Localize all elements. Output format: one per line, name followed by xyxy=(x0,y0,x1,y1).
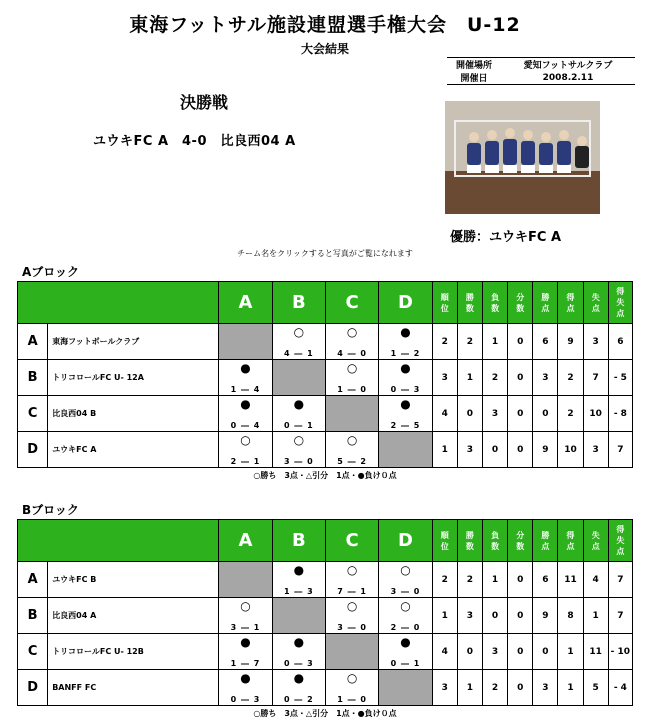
match-result-cell xyxy=(379,598,432,634)
stat-value: 2 xyxy=(457,324,482,360)
stat-value: 0 xyxy=(508,598,533,634)
stat-value: - 5 xyxy=(608,360,632,396)
stat-value: 0 xyxy=(457,396,482,432)
loss-mark-icon: ● xyxy=(400,325,411,339)
row-letter: A xyxy=(18,324,48,360)
stat-header-char: 順 xyxy=(440,530,449,540)
loss-mark-icon: ● xyxy=(400,397,411,411)
page-subtitle: 大会結果 xyxy=(300,42,349,56)
match-result-cell xyxy=(219,598,272,634)
column-header-d: D xyxy=(379,282,432,324)
block-a-title: Aブロック xyxy=(22,265,80,279)
stat-value: 5 xyxy=(583,670,608,706)
self-match-cell xyxy=(379,432,432,468)
stat-header-char: 得 xyxy=(616,287,625,296)
stat-header-0 xyxy=(432,520,457,562)
stat-header-char: 得 xyxy=(566,530,575,540)
match-score: 4 ― 0 xyxy=(337,349,367,358)
stat-value: 1 xyxy=(457,360,482,396)
match-result-cell xyxy=(379,634,432,670)
block-b-title: Bブロック xyxy=(22,503,79,517)
team-name-link[interactable]: ユウキFC B xyxy=(48,562,219,598)
row-letter: A xyxy=(18,562,48,598)
stat-value: 10 xyxy=(558,432,583,468)
stat-header-char: 数 xyxy=(516,303,525,313)
win-mark-icon: ○ xyxy=(346,361,358,375)
stat-header-char: 数 xyxy=(516,541,525,551)
stat-header-char: 勝 xyxy=(465,292,474,302)
match-score: 1 ― 0 xyxy=(337,695,367,704)
stat-header-char: 位 xyxy=(440,303,449,313)
stat-value: 7 xyxy=(608,598,632,634)
stat-header-4 xyxy=(533,282,558,324)
stat-value: 4 xyxy=(432,634,457,670)
match-score: 3 ― 0 xyxy=(337,623,367,632)
stat-header-char: 数 xyxy=(465,541,474,551)
column-header-d: D xyxy=(379,520,432,562)
loss-mark-icon: ● xyxy=(400,361,411,375)
match-score: 7 ― 1 xyxy=(337,587,367,596)
match-result-cell xyxy=(325,432,378,468)
loss-mark-icon: ● xyxy=(240,671,251,685)
stat-header-char: 点 xyxy=(616,309,625,318)
stat-header-2 xyxy=(482,520,507,562)
stat-header-char: 分 xyxy=(516,530,525,540)
column-header-a: A xyxy=(219,282,272,324)
stat-header-char: 勝 xyxy=(541,292,550,302)
stat-value: 0 xyxy=(508,634,533,670)
match-result-cell xyxy=(219,670,272,706)
stat-header-char: 順 xyxy=(440,292,449,302)
stat-value: 0 xyxy=(482,598,507,634)
stat-value: 3 xyxy=(533,360,558,396)
stat-value: 2 xyxy=(482,360,507,396)
column-header-c: C xyxy=(325,282,378,324)
stat-value: 2 xyxy=(432,562,457,598)
stat-header-5 xyxy=(558,282,583,324)
row-letter: C xyxy=(18,396,48,432)
match-result-cell xyxy=(219,360,272,396)
header-blank xyxy=(18,282,219,324)
match-score: 4 ― 1 xyxy=(283,349,314,358)
stat-value: 3 xyxy=(457,432,482,468)
row-letter: D xyxy=(18,670,48,706)
match-score: 3 ― 0 xyxy=(390,587,421,596)
match-result-cell xyxy=(379,360,432,396)
team-name-link[interactable]: 東海フットボールクラブ xyxy=(48,324,219,360)
match-result-cell xyxy=(272,634,325,670)
match-result-cell xyxy=(272,670,325,706)
win-mark-icon: ○ xyxy=(346,433,358,447)
match-result-cell xyxy=(325,598,378,634)
match-score: 0 ― 3 xyxy=(230,695,261,704)
loss-mark-icon: ● xyxy=(240,361,251,375)
stat-value: 11 xyxy=(558,562,583,598)
stat-header-char: 失 xyxy=(591,530,600,540)
self-match-cell xyxy=(325,396,378,432)
column-header-b: B xyxy=(272,520,325,562)
match-score: 0 ― 1 xyxy=(390,659,421,668)
team-name-link[interactable]: トリコロールFC U- 12B xyxy=(48,634,219,670)
stat-value: 0 xyxy=(508,360,533,396)
loss-mark-icon: ● xyxy=(400,635,411,649)
stat-header-char: 点 xyxy=(541,303,550,313)
stat-value: 3 xyxy=(583,432,608,468)
stat-header-char: 点 xyxy=(591,303,600,313)
win-mark-icon: ○ xyxy=(346,563,358,577)
team-name-link[interactable]: BANFF FC xyxy=(48,670,219,706)
venue-place-label: 開催場所 xyxy=(447,58,501,72)
stat-value: 2 xyxy=(482,670,507,706)
loss-mark-icon: ● xyxy=(293,563,305,577)
row-letter: D xyxy=(18,432,48,468)
table-row xyxy=(18,324,633,360)
win-mark-icon: ○ xyxy=(346,325,358,339)
self-match-cell xyxy=(379,670,432,706)
stat-header-char: 数 xyxy=(491,541,500,551)
loss-mark-icon: ● xyxy=(240,635,251,649)
stat-value: - 8 xyxy=(608,396,632,432)
table-row xyxy=(18,670,633,706)
stat-value: 1 xyxy=(432,598,457,634)
venue-info xyxy=(447,57,635,85)
stat-value: 3 xyxy=(432,670,457,706)
column-header-a: A xyxy=(219,520,272,562)
stat-header-4 xyxy=(533,520,558,562)
stat-header-1 xyxy=(457,520,482,562)
stat-header-char: 点 xyxy=(541,541,550,551)
win-mark-icon: ○ xyxy=(240,433,251,447)
stat-value: - 4 xyxy=(608,670,632,706)
stat-value: 7 xyxy=(583,360,608,396)
stat-header-char: 負 xyxy=(491,530,500,540)
match-result-cell xyxy=(379,396,432,432)
stat-value: 9 xyxy=(533,432,558,468)
stat-value: 1 xyxy=(482,324,507,360)
match-result-cell xyxy=(272,396,325,432)
stat-header-char: 点 xyxy=(566,541,575,551)
stat-value: 9 xyxy=(558,324,583,360)
stat-value: 11 xyxy=(583,634,608,670)
stat-header-5 xyxy=(558,520,583,562)
stat-value: 6 xyxy=(533,324,558,360)
table-row xyxy=(18,396,633,432)
stat-value: 2 xyxy=(457,562,482,598)
stat-header-char: 点 xyxy=(616,547,625,556)
stat-header-3 xyxy=(508,520,533,562)
stat-header-char: 点 xyxy=(566,303,575,313)
team-name-link[interactable]: 比良西04 B xyxy=(48,396,219,432)
stat-header-7 xyxy=(608,282,632,324)
match-score: 0 ― 3 xyxy=(390,385,421,394)
self-match-cell xyxy=(272,598,325,634)
win-mark-icon: ○ xyxy=(346,671,358,685)
click-note: チーム名をクリックすると写真がご覧になれます xyxy=(237,249,413,258)
win-mark-icon: ○ xyxy=(240,599,251,613)
match-result-cell xyxy=(325,670,378,706)
match-score: 1 ― 4 xyxy=(230,385,261,394)
team-photo-illustration xyxy=(445,101,600,214)
match-score: 0 ― 4 xyxy=(230,421,261,430)
match-score: 2 ― 1 xyxy=(230,457,261,466)
stat-value: 3 xyxy=(482,634,507,670)
stat-header-char: 数 xyxy=(491,303,500,313)
stat-header-char: 分 xyxy=(516,292,525,302)
match-result-cell xyxy=(219,432,272,468)
match-result-cell xyxy=(325,324,378,360)
stat-value: 2 xyxy=(432,324,457,360)
stat-value: 3 xyxy=(583,324,608,360)
stat-value: 7 xyxy=(608,562,632,598)
stat-value: 0 xyxy=(457,634,482,670)
match-result-cell xyxy=(219,634,272,670)
match-score: 2 ― 5 xyxy=(390,421,421,430)
stat-value: 8 xyxy=(558,598,583,634)
stat-header-6 xyxy=(583,282,608,324)
stat-value: 10 xyxy=(583,396,608,432)
stat-value: 0 xyxy=(533,634,558,670)
stat-value: 7 xyxy=(608,432,632,468)
match-score: 3 ― 1 xyxy=(230,623,261,632)
loss-mark-icon: ● xyxy=(240,397,251,411)
match-result-cell xyxy=(325,562,378,598)
stat-header-0 xyxy=(432,282,457,324)
match-result-cell xyxy=(272,324,325,360)
stat-header-char: 点 xyxy=(591,541,600,551)
stat-header-char: 数 xyxy=(465,303,474,313)
stat-value: 6 xyxy=(608,324,632,360)
row-letter: B xyxy=(18,360,48,396)
stat-header-char: 得 xyxy=(616,525,625,534)
block-a-table xyxy=(17,281,633,468)
self-match-cell xyxy=(219,562,272,598)
match-result-cell xyxy=(325,360,378,396)
final-result: ユウキFC A 4-0 比良西04 A xyxy=(93,134,296,149)
loss-mark-icon: ● xyxy=(293,671,305,685)
stat-header-3 xyxy=(508,282,533,324)
venue-place: 愛知フットサルクラブ xyxy=(501,58,635,72)
match-score: 5 ― 2 xyxy=(337,457,367,466)
stat-value: - 10 xyxy=(608,634,632,670)
match-score: 3 ― 0 xyxy=(283,457,314,466)
stat-header-6 xyxy=(583,520,608,562)
stat-value: 1 xyxy=(558,634,583,670)
table-row xyxy=(18,360,633,396)
match-score: 1 ― 7 xyxy=(230,659,261,668)
stat-header-char: 失 xyxy=(616,298,625,307)
block-a-legend: ○勝ち 3点・△引分 1点・●負け０点 xyxy=(253,471,397,480)
stat-value: 3 xyxy=(432,360,457,396)
stat-header-char: 勝 xyxy=(541,530,550,540)
match-score: 0 ― 3 xyxy=(283,659,314,668)
column-header-b: B xyxy=(272,282,325,324)
stat-value: 2 xyxy=(558,396,583,432)
stat-value: 0 xyxy=(508,396,533,432)
stat-value: 0 xyxy=(508,432,533,468)
stat-value: 2 xyxy=(558,360,583,396)
match-score: 0 ― 2 xyxy=(283,695,314,704)
stat-value: 1 xyxy=(432,432,457,468)
final-label: 決勝戦 xyxy=(180,93,229,112)
stat-value: 0 xyxy=(482,432,507,468)
stat-value: 1 xyxy=(583,598,608,634)
match-score: 1 ― 2 xyxy=(390,349,421,358)
match-result-cell xyxy=(379,324,432,360)
loss-mark-icon: ● xyxy=(293,635,305,649)
team-name-link[interactable]: 比良西04 A xyxy=(48,598,219,634)
table-row xyxy=(18,598,633,634)
stat-header-char: 失 xyxy=(591,292,600,302)
row-letter: C xyxy=(18,634,48,670)
stat-value: 1 xyxy=(558,670,583,706)
stat-header-7 xyxy=(608,520,632,562)
win-mark-icon: ○ xyxy=(400,563,411,577)
match-score: 0 ― 1 xyxy=(283,421,314,430)
self-match-cell xyxy=(272,360,325,396)
stat-value: 3 xyxy=(533,670,558,706)
stat-value: 0 xyxy=(533,396,558,432)
stat-header-char: 得 xyxy=(566,292,575,302)
stat-header-char: 失 xyxy=(616,536,625,545)
stat-value: 1 xyxy=(482,562,507,598)
header-blank xyxy=(18,520,219,562)
self-match-cell xyxy=(325,634,378,670)
win-mark-icon: ○ xyxy=(400,599,411,613)
stat-value: 0 xyxy=(508,670,533,706)
stat-value: 6 xyxy=(533,562,558,598)
stat-header-1 xyxy=(457,282,482,324)
self-match-cell xyxy=(219,324,272,360)
column-header-c: C xyxy=(325,520,378,562)
stat-value: 3 xyxy=(457,598,482,634)
row-letter: B xyxy=(18,598,48,634)
stat-value: 4 xyxy=(583,562,608,598)
team-name-link[interactable]: ユウキFC A xyxy=(48,432,219,468)
stat-value: 0 xyxy=(508,324,533,360)
stat-header-char: 負 xyxy=(491,292,500,302)
stat-value: 1 xyxy=(457,670,482,706)
match-result-cell xyxy=(272,562,325,598)
match-result-cell xyxy=(219,396,272,432)
stat-value: 4 xyxy=(432,396,457,432)
stat-header-2 xyxy=(482,282,507,324)
team-photo xyxy=(445,101,600,214)
stat-header-char: 位 xyxy=(440,541,449,551)
match-result-cell xyxy=(379,562,432,598)
loss-mark-icon: ● xyxy=(293,397,305,411)
team-name-link[interactable]: トリコロールFC U- 12A xyxy=(48,360,219,396)
stat-header-char: 勝 xyxy=(465,530,474,540)
venue-date: 2008.2.11 xyxy=(501,71,635,85)
win-mark-icon: ○ xyxy=(293,325,305,339)
match-result-cell xyxy=(272,432,325,468)
table-row xyxy=(18,562,633,598)
stat-value: 0 xyxy=(508,562,533,598)
block-b-table xyxy=(17,519,633,706)
page-title: 東海フットサル施設連盟選手権大会 U-12 xyxy=(129,14,521,36)
venue-date-label: 開催日 xyxy=(447,71,501,85)
block-b-legend: ○勝ち 3点・△引分 1点・●負け０点 xyxy=(253,709,397,718)
stat-value: 9 xyxy=(533,598,558,634)
win-mark-icon: ○ xyxy=(293,433,305,447)
stat-value: 3 xyxy=(482,396,507,432)
match-score: 1 ― 3 xyxy=(283,587,314,596)
table-row xyxy=(18,432,633,468)
match-score: 2 ― 0 xyxy=(390,623,421,632)
match-score: 1 ― 0 xyxy=(337,385,367,394)
table-row xyxy=(18,634,633,670)
win-mark-icon: ○ xyxy=(346,599,358,613)
winner-label: 優勝：ユウキFC A xyxy=(450,230,562,245)
